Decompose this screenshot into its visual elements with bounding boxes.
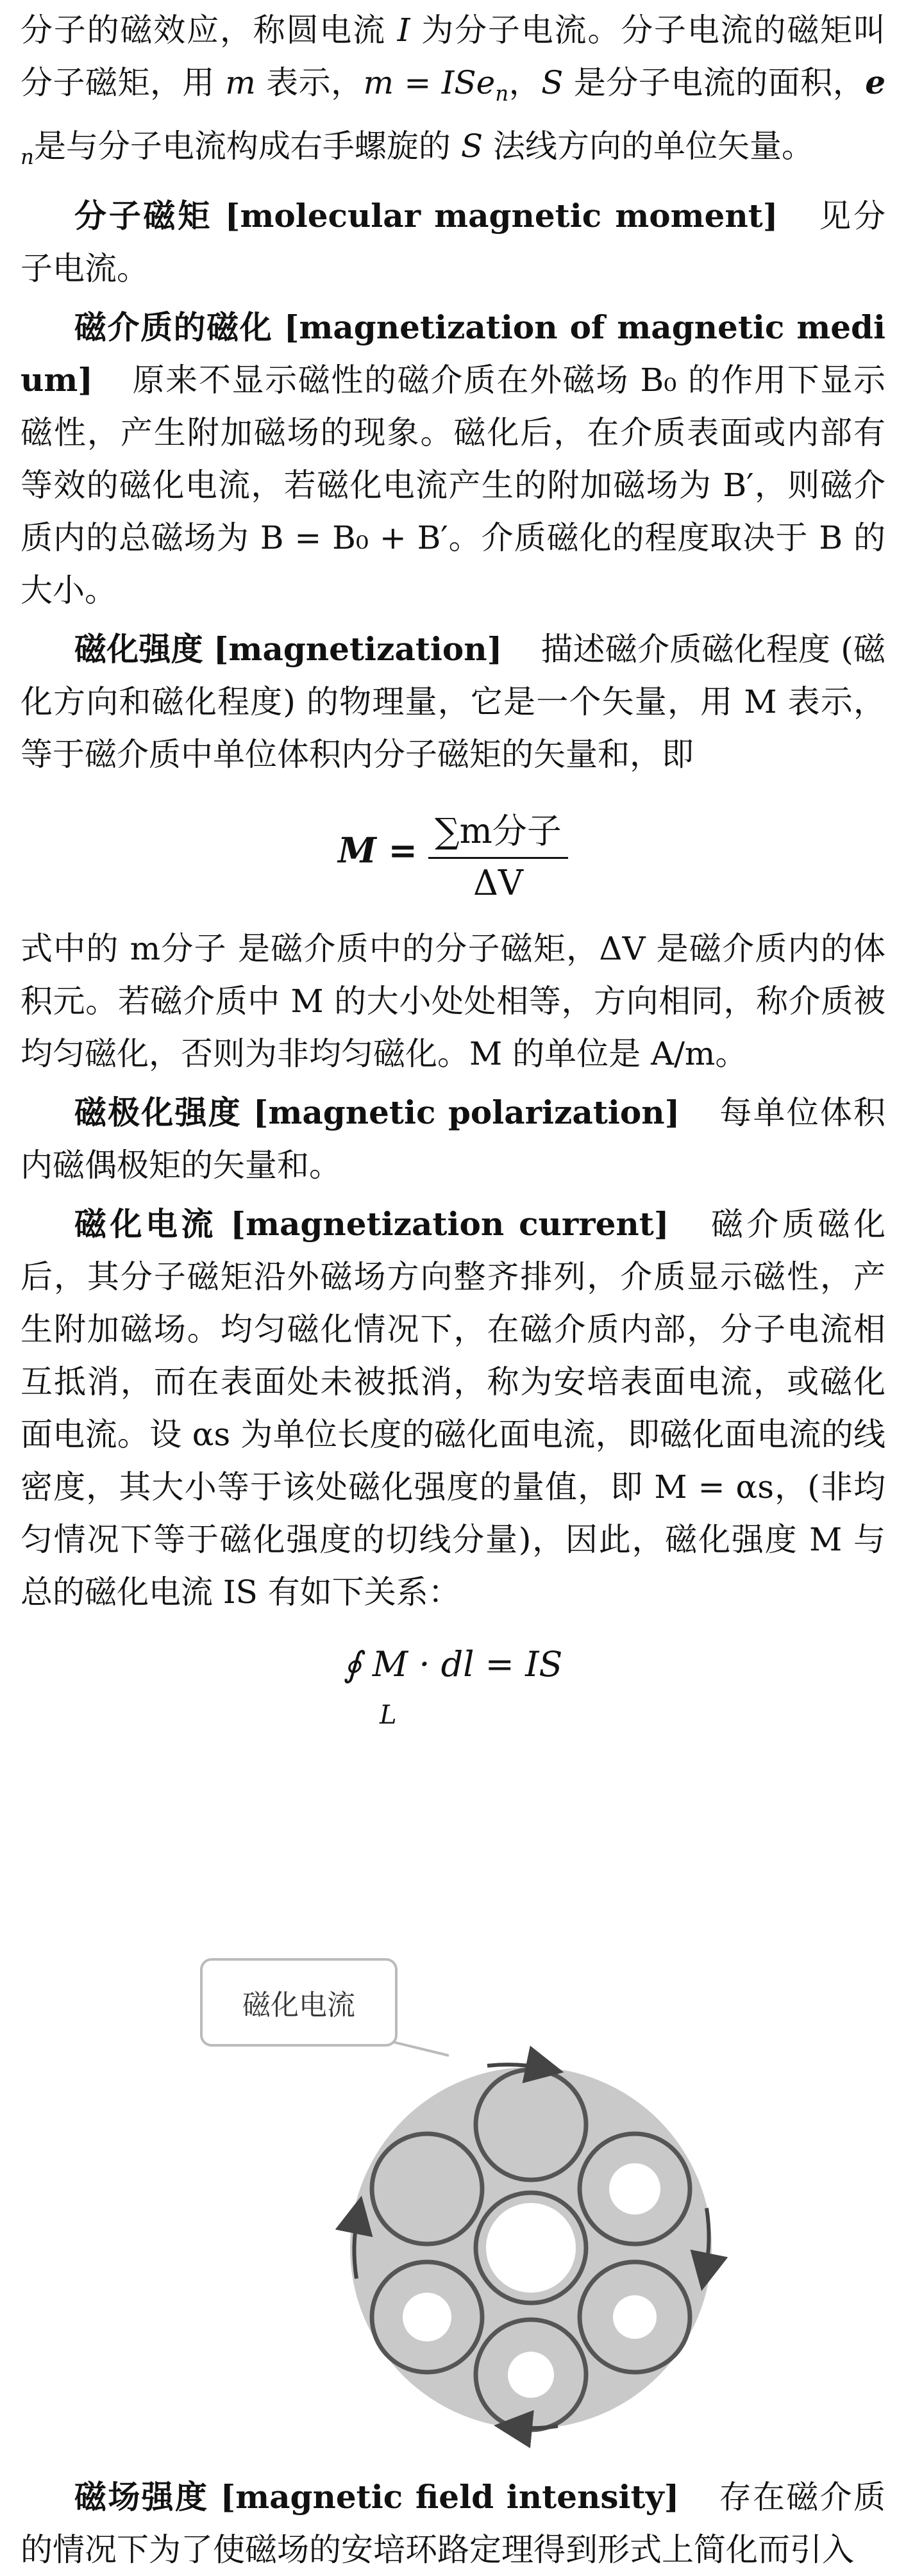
entry-english: [magnetization current] [230,1205,669,1243]
entry-text: 磁介质磁化后，其分子磁矩沿外磁场方向整齐排列，介质显示磁性，产生附加磁场。均匀磁化情况下，在磁介质内部，分子电流相互抵消，而在表面处未被抵消，称为安培表面电流，或磁化面电流。设 αs 为单位长度的磁化面电流，即磁化面电流的线密度，其大小等于该处磁化强度的量值，即 M = αs，(非均匀情况下等于磁化强度的切线分量)，因此，磁化强度 M 与总的磁化电流 IS 有如下关系： [21,1206,886,1611]
entry-current [21,1198,885,1618]
entry-title: 磁化强度 [74,631,203,668]
current-formula [21,1644,885,1740]
formula-subscript: L [380,1700,397,1730]
formula-fraction [428,804,568,903]
entry-english: [magnetic polarization] [253,1093,680,1131]
entry-english: [magnetization of magnetic medium] [21,308,885,399]
entry-text: 见分子电流。 [21,197,885,287]
entry-english: [magnetic field intensity] [220,2478,680,2516]
formula-text: ∮ M · dl = IS [343,1644,563,1684]
entry-magnetization [21,623,885,781]
magnetization-current-figure [0,1766,906,2464]
figure-svg [0,1766,906,2464]
formula-lhs: M = [338,829,417,871]
magnetization-explanation: 式中的 m分子 是磁介质中的分子磁矩，ΔV 是磁介质内的体积元。若磁介质中 M 的大小处处相等，方向相同，称介质被均匀磁化，否则为非均匀磁化。M 的单位是 A/m。 [21,930,885,1072]
entry-title: 磁化电流 [74,1206,217,1243]
magnetization-formula [21,804,885,903]
entry-english: [molecular magnetic moment] [224,197,778,235]
entry-molecular-moment [21,190,885,295]
entry-magnetization-medium [21,301,885,617]
entry-text: 描述磁介质磁化程度 (磁化方向和磁化程度) 的物理量，它是一个矢量，用 M 表示，等于磁介质中单位体积内分子磁矩的矢量和，即 [21,631,886,773]
entry-title: 磁介质的磁化 [74,309,273,346]
entry-text: 存在磁介质的情况下为了使磁场的安培环路定理得到形式上简化而引入 [21,2479,886,2568]
entry-title: 磁极化强度 [74,1094,242,1131]
entry-title: 分子磁矩 [74,197,213,235]
formula-denominator: ΔV [473,863,523,903]
callout-label: 磁化电流 [200,1958,398,2047]
entry-field-intensity [21,2471,885,2576]
entry-text: 每单位体积内磁偶极矩的矢量和。 [21,1094,886,1184]
surface-arrow [513,2426,558,2428]
entry-text: 原来不显示磁性的磁介质在外磁场 B₀ 的作用下显示磁性，产生附加磁场的现象。磁化后，在介质表面或内部有等效的磁化电流，若磁化电流产生的附加磁场为 B′，则磁介质内的总磁场为 B = B₀ + B′。介质磁化的程度取决于 B 的大小。 [21,361,885,609]
entry-title: 磁场强度 [74,2479,209,2516]
entry-english: [magnetization] [213,630,503,668]
intro-paragraph: 分子的磁效应，称圆电流 I 为分子电流。分子电流的磁矩叫分子磁矩，用 m 表示，m = ISe$_n$，S 是分子电流的面积，$e_n$是与分子电流构成右手螺旋的 S 法线方向的单位矢量。 [21,12,886,169]
entry-polarization [21,1086,885,1192]
formula-numerator: ∑m分子 [428,804,568,859]
